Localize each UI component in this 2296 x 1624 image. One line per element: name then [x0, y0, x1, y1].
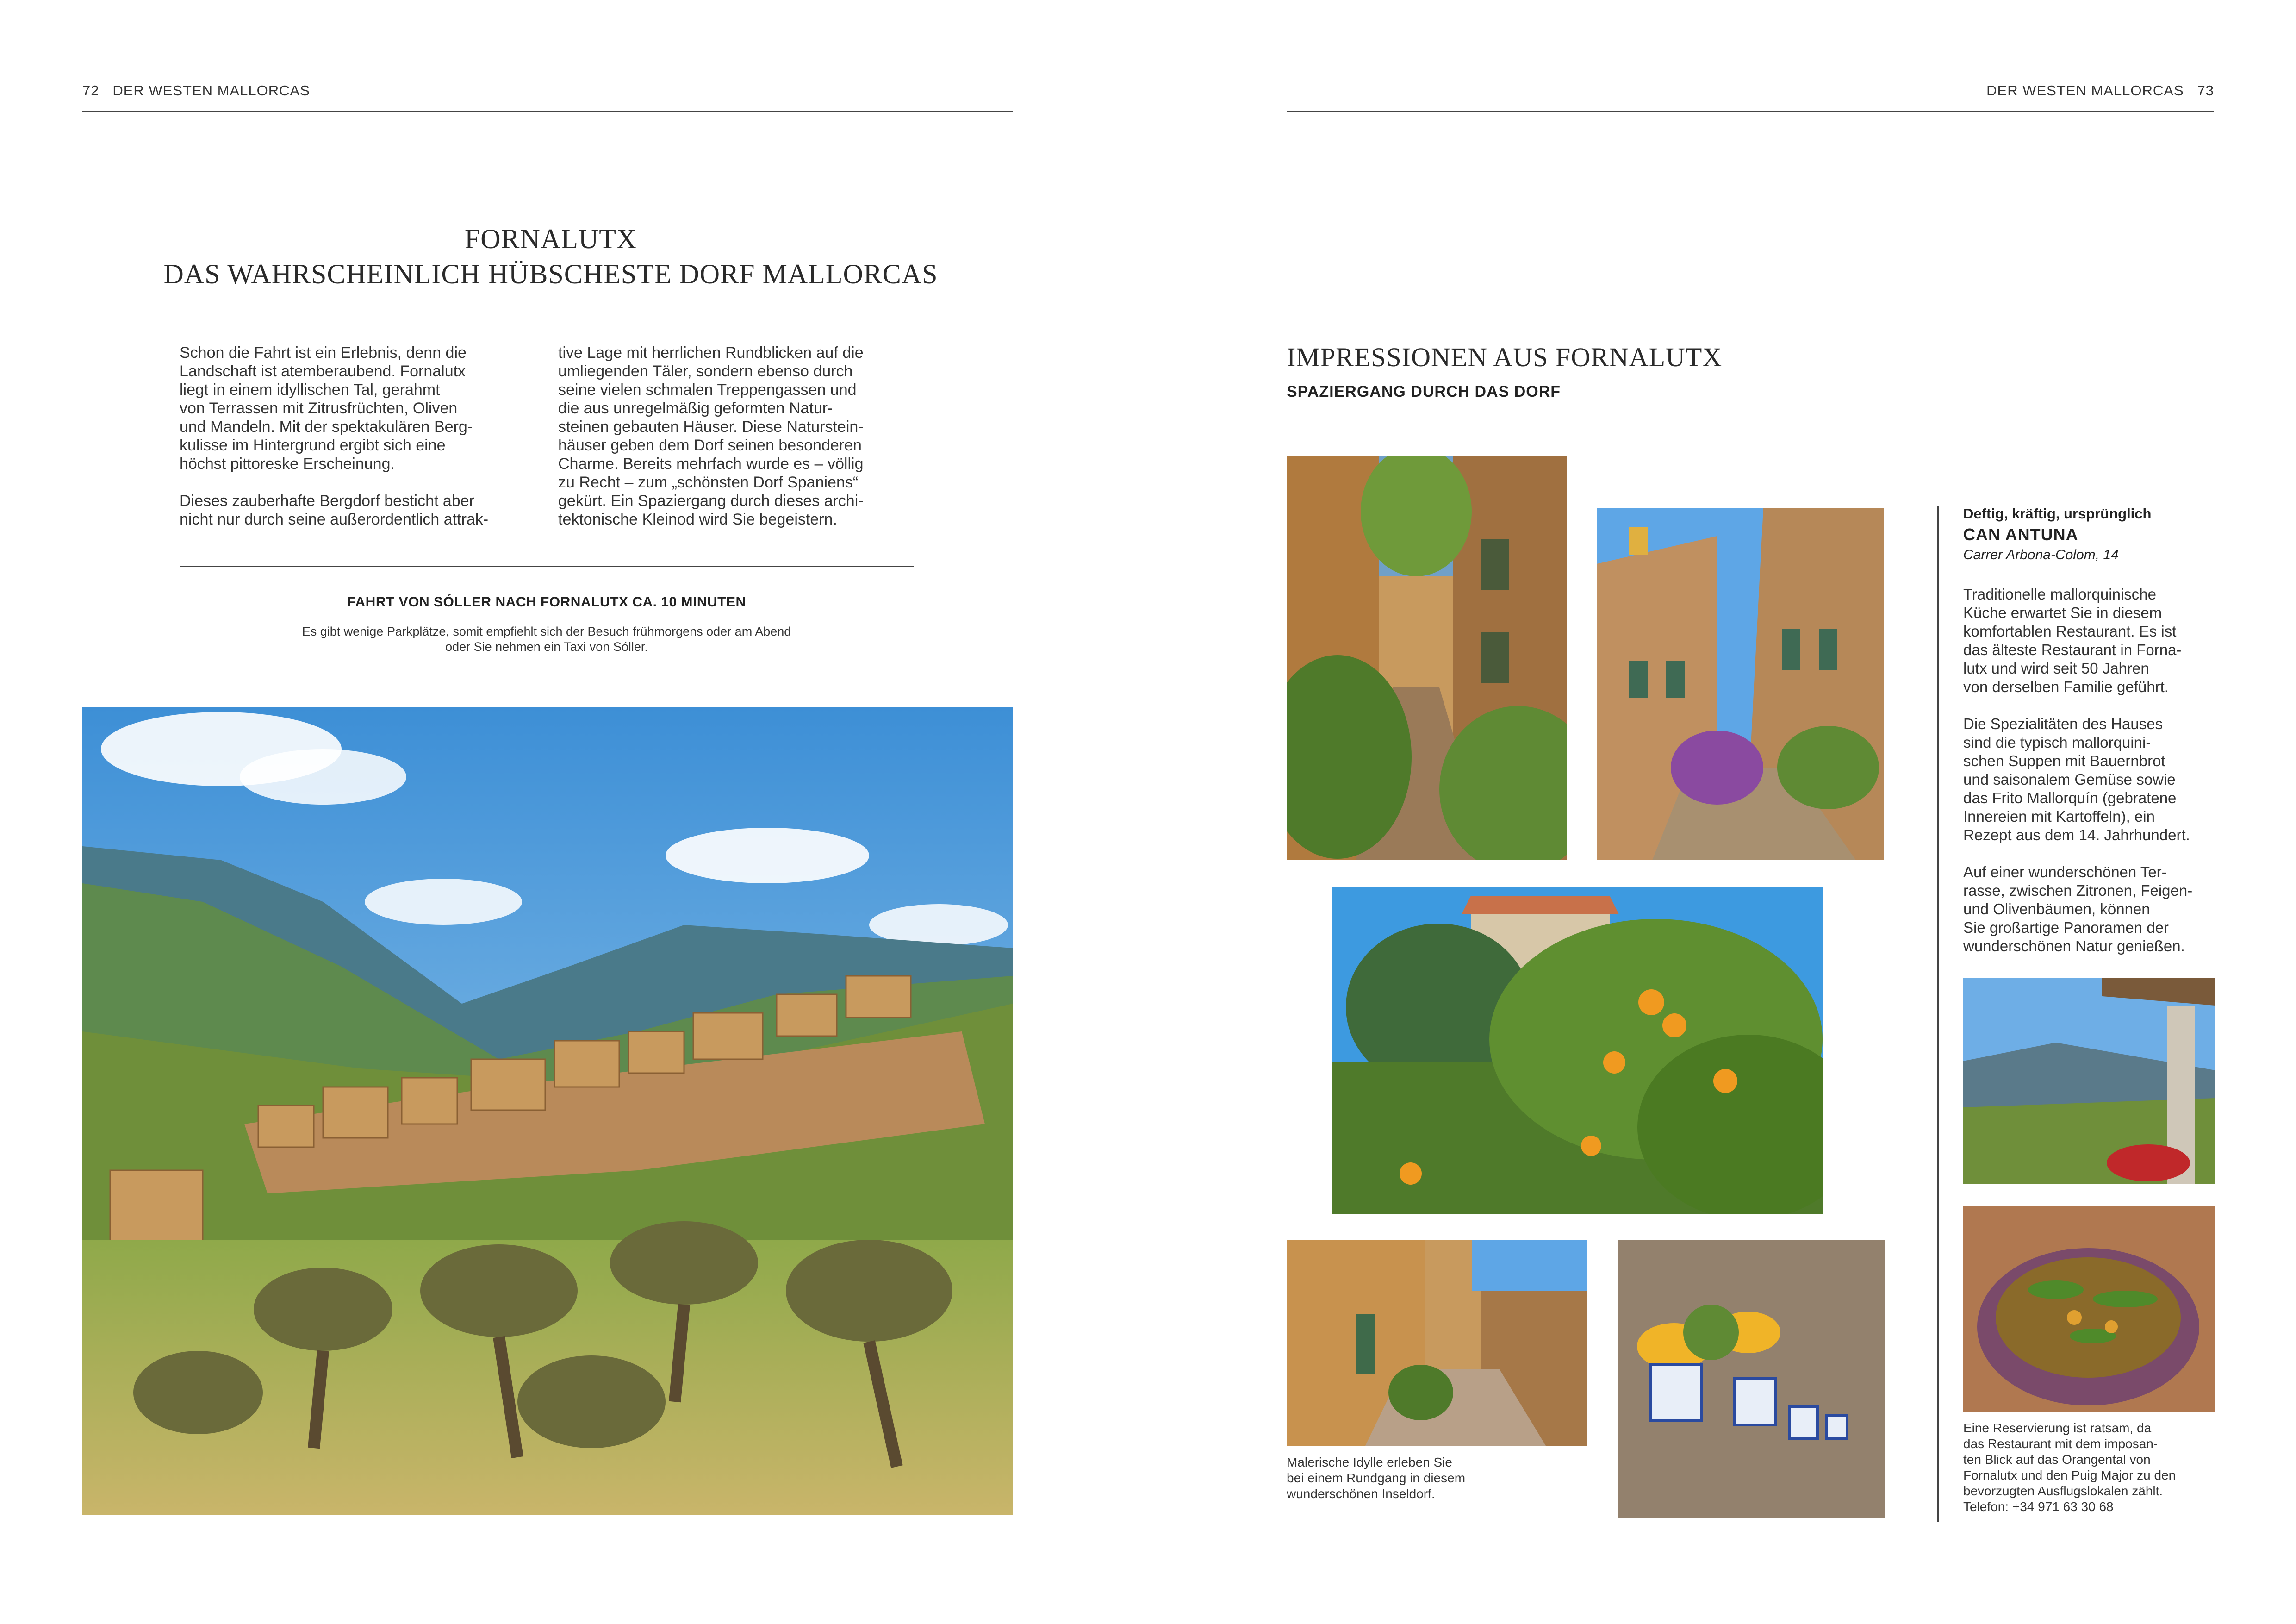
flower-pots-photo	[1618, 1240, 1885, 1518]
fornalutx-valley-photo	[82, 707, 1013, 1515]
staircase-alley-photo	[1287, 1240, 1587, 1446]
article-title-line1: FORNALUTX	[464, 224, 637, 254]
restaurant-name: CAN ANTUNA	[1963, 525, 2078, 544]
article-title-line2: DAS WAHRSCHEINLICH HÜBSCHESTE DORF MALLORCAS	[163, 259, 938, 289]
right-page-number: 73	[2197, 82, 2214, 99]
article-divider	[180, 566, 914, 567]
right-running-title: DER WESTEN MALLORCAS	[1986, 82, 2184, 99]
restaurant-para-1: Traditionelle mallorquinische Küche erwartet Sie in diesem komfortablen Restaurant. Es ist das älteste Restaurant in Forna- lutx und wird seit 50 Jahren von derselben Familie geführt.	[1963, 586, 2182, 695]
restaurant-address: Carrer Arbona-Colom, 14	[1963, 547, 2119, 562]
left-running-title: DER WESTEN MALLORCAS	[112, 82, 310, 99]
restaurant-para-2: Die Spezialitäten des Hauses sind die typisch mallorquini- schen Suppen mit Bauernbrot und saisonalem Gemüse sowie das Frito Mallorquín (gebratene Innereien mit Kartoffeln), ein Rezept aus dem 14. Jahrhundert.	[1963, 715, 2190, 843]
left-header-rule	[82, 111, 1013, 112]
section-heading	[1287, 342, 1888, 401]
info-heading: FAHRT VON SÓLLER NACH FORNALUTX CA. 10 MINUTEN	[347, 594, 746, 610]
photo-caption: Malerische Idylle erleben Sie bei einem Rundgang in diesem wunderschönen Inseldorf.	[1287, 1455, 1466, 1501]
restaurant-footer: Eine Reservierung ist ratsam, da das Restaurant mit dem imposan- ten Blick auf das Orangental von Fornalutx und den Puig Major zu den bevorzugten Ausflugslokalen zählt. Telefon: +34 971 63 30 68	[1963, 1421, 2176, 1514]
article-column-2: tive Lage mit herrlichen Rundblicken auf die umliegenden Täler, sondern ebenso durch seine vielen schmalen Treppengassen und die aus unregelmäßig geformten Natur- steinen gebauten Häuser. Diese Naturstein- häuser geben dem Dorf seinen besonderen Charme. Bereits mehrfach wurde es – völlig zu Recht – zum „schönsten Dorf Spaniens“ gekürt. Ein Spaziergang durch dieses archi- tektonische Kleinod wird Sie begeistern.	[558, 344, 864, 528]
stone-houses-photo	[1597, 508, 1884, 860]
restaurant-kicker: Deftig, kräftig, ursprünglich	[1963, 506, 2152, 522]
right-running-head	[1287, 82, 2214, 99]
article-column-1: Schon die Fahrt ist ein Erlebnis, denn die Landschaft ist atemberaubend. Fornalutx liegt in einem idyllischen Tal, gerahmt von Terrassen mit Zitrusfrüchten, Oliven und Mandeln. Mit der spektakulären Berg- kulisse im Hintergrund ergibt sich eine höchst pittoreske Erscheinung. Dieses zauberhafte Bergdorf besticht aber nicht nur durch seine außerordentlich attrak-	[180, 344, 489, 528]
section-subtitle: SPAZIERGANG DURCH DAS DORF	[1287, 383, 1561, 400]
food-dish-photo	[1963, 1206, 2215, 1412]
restaurant-para-3: Auf einer wunderschönen Ter- rasse, zwischen Zitronen, Feigen- und Olivenbäumen, können Sie großartige Panoramen der wunderschönen Natur genießen.	[1963, 863, 2193, 955]
info-box	[180, 594, 914, 655]
left-running-head	[82, 82, 310, 99]
orange-tree-photo	[1332, 887, 1823, 1214]
section-title: IMPRESSIONEN AUS FORNALUTX	[1287, 342, 1723, 372]
info-text: Es gibt wenige Parkplätze, somit empfiehlt sich der Besuch frühmorgens oder am Abend oder Sie nehmen ein Taxi von Sóller.	[302, 625, 791, 654]
right-header-rule	[1287, 111, 2214, 112]
terrace-view-photo	[1963, 978, 2215, 1184]
article-title	[139, 221, 963, 292]
sidebar-rule	[1937, 506, 1939, 1522]
restaurant-sidebar	[1963, 506, 2222, 956]
alley-photo	[1287, 456, 1567, 860]
left-page-number: 72	[82, 82, 100, 99]
